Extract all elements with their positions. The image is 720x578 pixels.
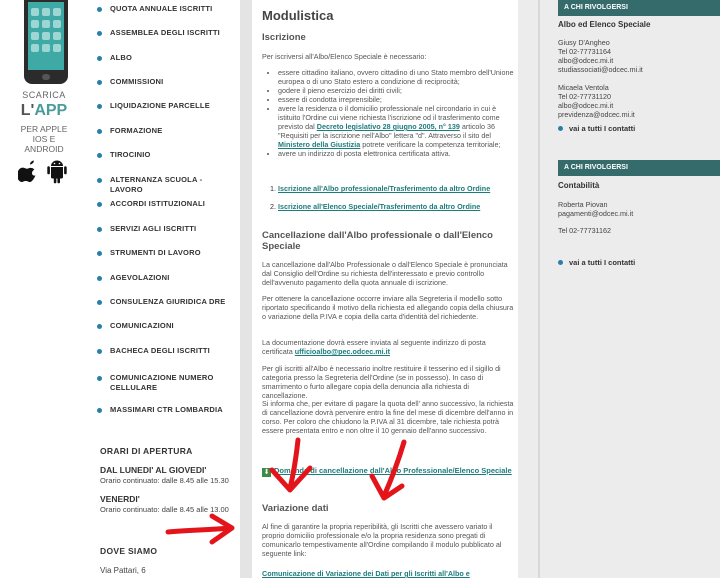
bullet-icon	[97, 104, 102, 109]
variazione-dati-link[interactable]: Comunicazione di Variazione dei Dati per gli Iscritti all'Albo e	[262, 569, 470, 578]
contact-person-3: Roberta Piovan pagamenti@odcec.mi.it	[558, 200, 718, 218]
nav-item[interactable]	[97, 405, 237, 415]
requirement-item: • essere cittadino italiano, ovvero cittadino di uno Stato membro dell'Unione europea o di uno Stato estero a condizione di reciprocità;	[278, 68, 516, 86]
contact-title-contabilita: Contabilità	[558, 181, 600, 190]
bullet-icon	[558, 260, 563, 265]
phone-image	[24, 0, 68, 84]
ministero-link[interactable]: Ministero della Giustizia	[278, 140, 361, 149]
email-link[interactable]: studiassociati@odcec.mi.it	[558, 65, 643, 74]
nav-item-label: STRUMENTI DI LAVORO	[110, 248, 201, 257]
hours-day-1: DAL LUNEDI' AL GIOVEDI'	[100, 465, 207, 475]
iscrizione-elenco-link[interactable]: Iscrizione all'Elenco Speciale/Trasferimento da altro Ordine	[278, 202, 481, 211]
requirement-item: • godere il pieno esercizio dei diritti civili;	[278, 86, 516, 95]
nav-item[interactable]	[97, 28, 237, 38]
see-all-contacts-link-1[interactable]: vai a tutti I contatti	[558, 124, 635, 133]
bullet-icon	[97, 300, 102, 305]
apple-icon[interactable]	[18, 158, 40, 184]
nav-item[interactable]	[97, 321, 237, 331]
bullet-icon	[97, 7, 102, 12]
bullet-icon	[97, 376, 102, 381]
download-icon: ⬇	[263, 469, 270, 476]
bullet-icon	[97, 80, 102, 85]
section-iscrizione-title: Iscrizione	[262, 32, 306, 43]
email-link[interactable]: previdenza@odcec.mi.it	[558, 110, 635, 119]
nav-item[interactable]	[97, 199, 237, 209]
section-variazione-title: Variazione dati	[262, 503, 329, 514]
nav-item[interactable]	[97, 53, 237, 63]
bullet-icon	[558, 126, 563, 131]
nav-item-label: AGEVOLAZIONI	[110, 273, 170, 282]
contact-title-albo: Albo ed Elenco Speciale	[558, 20, 651, 29]
nav-item-label: COMMISSIONI	[110, 77, 164, 86]
iscrizione-forms-list	[278, 184, 516, 220]
contact-header-albo: A CHI RIVOLGERSI	[558, 0, 720, 16]
bullet-icon	[97, 56, 102, 61]
variazione-p1: Al fine di garantire la propria reperibilità, gli Iscritti che avessero variato il proprio domicilio professionale e/o la propria residenza sono pregati di comunicarlo tempestivamente all'Ordine compilando il modulo pubblicato al seguente link:	[262, 522, 502, 558]
promo-download-label: SCARICA	[22, 90, 66, 100]
nav-item-label: ASSEMBLEA DEGLI ISCRITTI	[110, 28, 220, 37]
requirement-item: • avere un indirizzo di posta elettronica certificata attiva.	[278, 149, 516, 158]
nav-item-label: QUOTA ANNUALE ISCRITTI	[110, 4, 213, 13]
nav-item[interactable]	[97, 101, 237, 111]
nav-item[interactable]	[97, 150, 237, 160]
nav-item[interactable]	[97, 346, 237, 356]
android-icon[interactable]	[46, 158, 68, 184]
iscrizione-intro: Per iscriversi all'Albo/Elenco Speciale è necessario:	[262, 52, 427, 61]
bullet-icon	[97, 324, 102, 329]
column-separator	[240, 0, 252, 578]
left-column	[0, 0, 240, 578]
cancellazione-p2: Per ottenere la cancellazione occorre inviare alla Segreteria il modello sotto riportato specificando il motivo della richiesta ed allegando copia della chiusura o variazione della P.IVA e copia della carta d'identità del richiedente.	[262, 294, 514, 321]
promo-app-label: L'APP	[20, 102, 68, 119]
right-sidebar	[518, 0, 720, 578]
cancellazione-p3: La documentazione dovrà essere inviata al seguente indirizzo di posta certificata ufficioalbo@pec.odcec.mi.it	[262, 338, 486, 356]
nav-item[interactable]	[97, 175, 237, 195]
opening-hours	[100, 446, 240, 514]
nav-item-label: BACHECA DEGLI ISCRITTI	[110, 346, 210, 355]
bullet-icon	[97, 202, 102, 207]
bullet-icon	[97, 129, 102, 134]
promo-platforms: PER APPLE IOS E ANDROID	[20, 124, 68, 154]
iscrizione-albo-link[interactable]: Iscrizione all'Albo professionale/Trasferimento da altro Ordine	[278, 184, 491, 193]
address-street: Via Pattari, 6	[100, 566, 146, 575]
nav-item[interactable]	[97, 126, 237, 136]
nav-item-label: COMUNICAZIONE NUMERO CELLULARE	[110, 373, 214, 392]
main-content	[252, 0, 518, 578]
contact-header-contabilita: A CHI RIVOLGERSI	[558, 160, 720, 176]
bullet-icon	[97, 408, 102, 413]
decreto-link[interactable]: Decreto legislativo 28 giugno 2005, n° 139	[316, 122, 460, 131]
page-title: Modulistica	[262, 8, 334, 23]
app-promo[interactable]	[14, 0, 74, 190]
nav-item-label: COMUNICAZIONI	[110, 321, 174, 330]
nav-item[interactable]	[97, 297, 237, 307]
contact-person-2: Micaela Ventola Tel 02-77731120 albo@odcec.mi.it previdenza@odcec.mi.it	[558, 83, 718, 119]
see-all-contacts-link-2[interactable]: vai a tutti I contatti	[558, 258, 635, 267]
cancellazione-p5: Si informa che, per evitare di pagare la quota dell' anno successivo, la richiesta di cancellazione dovrà pervenire entro la fine del mese di dicembre dell'anno in corso. Per coloro che chiudono la P.IVA al 31 dicembre, tale richiesta potrà essere presentata entro e non oltre il 10 gennaio dell'anno successivo.	[262, 399, 514, 435]
nav-item-label: TIROCINIO	[110, 150, 151, 159]
nav-item[interactable]	[97, 373, 237, 393]
nav-item-label: MASSIMARI CTR LOMBARDIA	[110, 405, 223, 414]
nav-item-label: FORMAZIONE	[110, 126, 163, 135]
nav-item[interactable]	[97, 273, 237, 283]
bullet-icon	[97, 178, 102, 183]
bullet-icon	[97, 227, 102, 232]
nav-item-label: ALTERNANZA SCUOLA - LAVORO	[110, 175, 203, 194]
nav-item-label: SERVIZI AGLI ISCRITTI	[110, 224, 197, 233]
cancellazione-p4: Per gli iscritti all'Albo è necessario inoltre restituire il tesserino ed il sigillo di categoria presso la Segreteria dell'Ordine (se in possesso). In caso di smarrimento o furto allegare copia della denuncia alla richiesta di cancellazione.	[262, 364, 501, 400]
section-cancellazione-title: Cancellazione dall'Albo professionale o dall'Elenco Speciale	[262, 230, 493, 252]
cancellazione-download[interactable]	[262, 466, 516, 477]
contact-person-1: Giusy D'Angheo Tel 02-77731164 albo@odcec.mi.it studiassociati@odcec.mi.it	[558, 38, 718, 74]
bullet-icon	[97, 276, 102, 281]
pec-email-link[interactable]: ufficioalbo@pec.odcec.mi.it	[294, 347, 391, 356]
bullet-icon	[97, 153, 102, 158]
contact-phone-3: Tel 02-77731162	[558, 226, 612, 235]
nav-item-label: ALBO	[110, 53, 133, 62]
email-link[interactable]: albo@odcec.mi.it	[558, 56, 614, 65]
cancellazione-download-link[interactable]: Domanda di cancellazione dall'Albo Professionale/Elenco Speciale	[274, 466, 512, 475]
nav-item-label: CONSULENZA GIURIDICA DRE	[110, 297, 226, 306]
email-link[interactable]: pagamenti@odcec.mi.it	[558, 209, 634, 218]
email-link[interactable]: albo@odcec.mi.it	[558, 101, 614, 110]
bullet-icon	[97, 31, 102, 36]
nav-item[interactable]	[97, 248, 237, 258]
hours-title: ORARI DI APERTURA	[100, 446, 193, 456]
variazione-link-row	[262, 569, 516, 578]
hours-detail-2: Orario continuato: dalle 8.45 alle 13.00	[100, 505, 229, 514]
hours-day-2: VENERDI'	[100, 494, 140, 504]
requirements-list	[278, 68, 516, 158]
nav-item[interactable]	[97, 4, 237, 14]
nav-item[interactable]	[97, 77, 237, 87]
cancellazione-p1: La cancellazione dall'Albo Professionale o dall'Elenco Speciale è pronunciata dal Consiglio dell'Ordine su richiesta dell'interessato e previo controllo dell'avvenuto pagamento della quota annuale di iscrizione.	[262, 260, 508, 287]
hours-detail-1: Orario continuato: dalle 8.45 alle 15.30	[100, 476, 229, 485]
bullet-icon	[97, 349, 102, 354]
requirement-item: • avere la residenza o il domicilio professionale nel circondario in cui è istituito l'Ordine cui viene richiesta l'iscrizione od il trasferimento come previsto dal Decreto legislativo 28 giugno 2005, n° 139 articolo 36 "Requisiti per la iscrizione nell'Albo" lettera "d". Attraverso il sito del Ministero della Giustizia potrete verificare la competenza territoriale;	[278, 104, 516, 149]
bullet-icon	[97, 251, 102, 256]
nav-item[interactable]	[97, 224, 237, 234]
requirement-item: • essere di condotta irreprensibile;	[278, 95, 516, 104]
address-title: DOVE SIAMO	[100, 546, 158, 556]
nav-item-label: ACCORDI ISTITUZIONALI	[110, 199, 206, 208]
nav-item-label: LIQUIDAZIONE PARCELLE	[110, 101, 210, 110]
